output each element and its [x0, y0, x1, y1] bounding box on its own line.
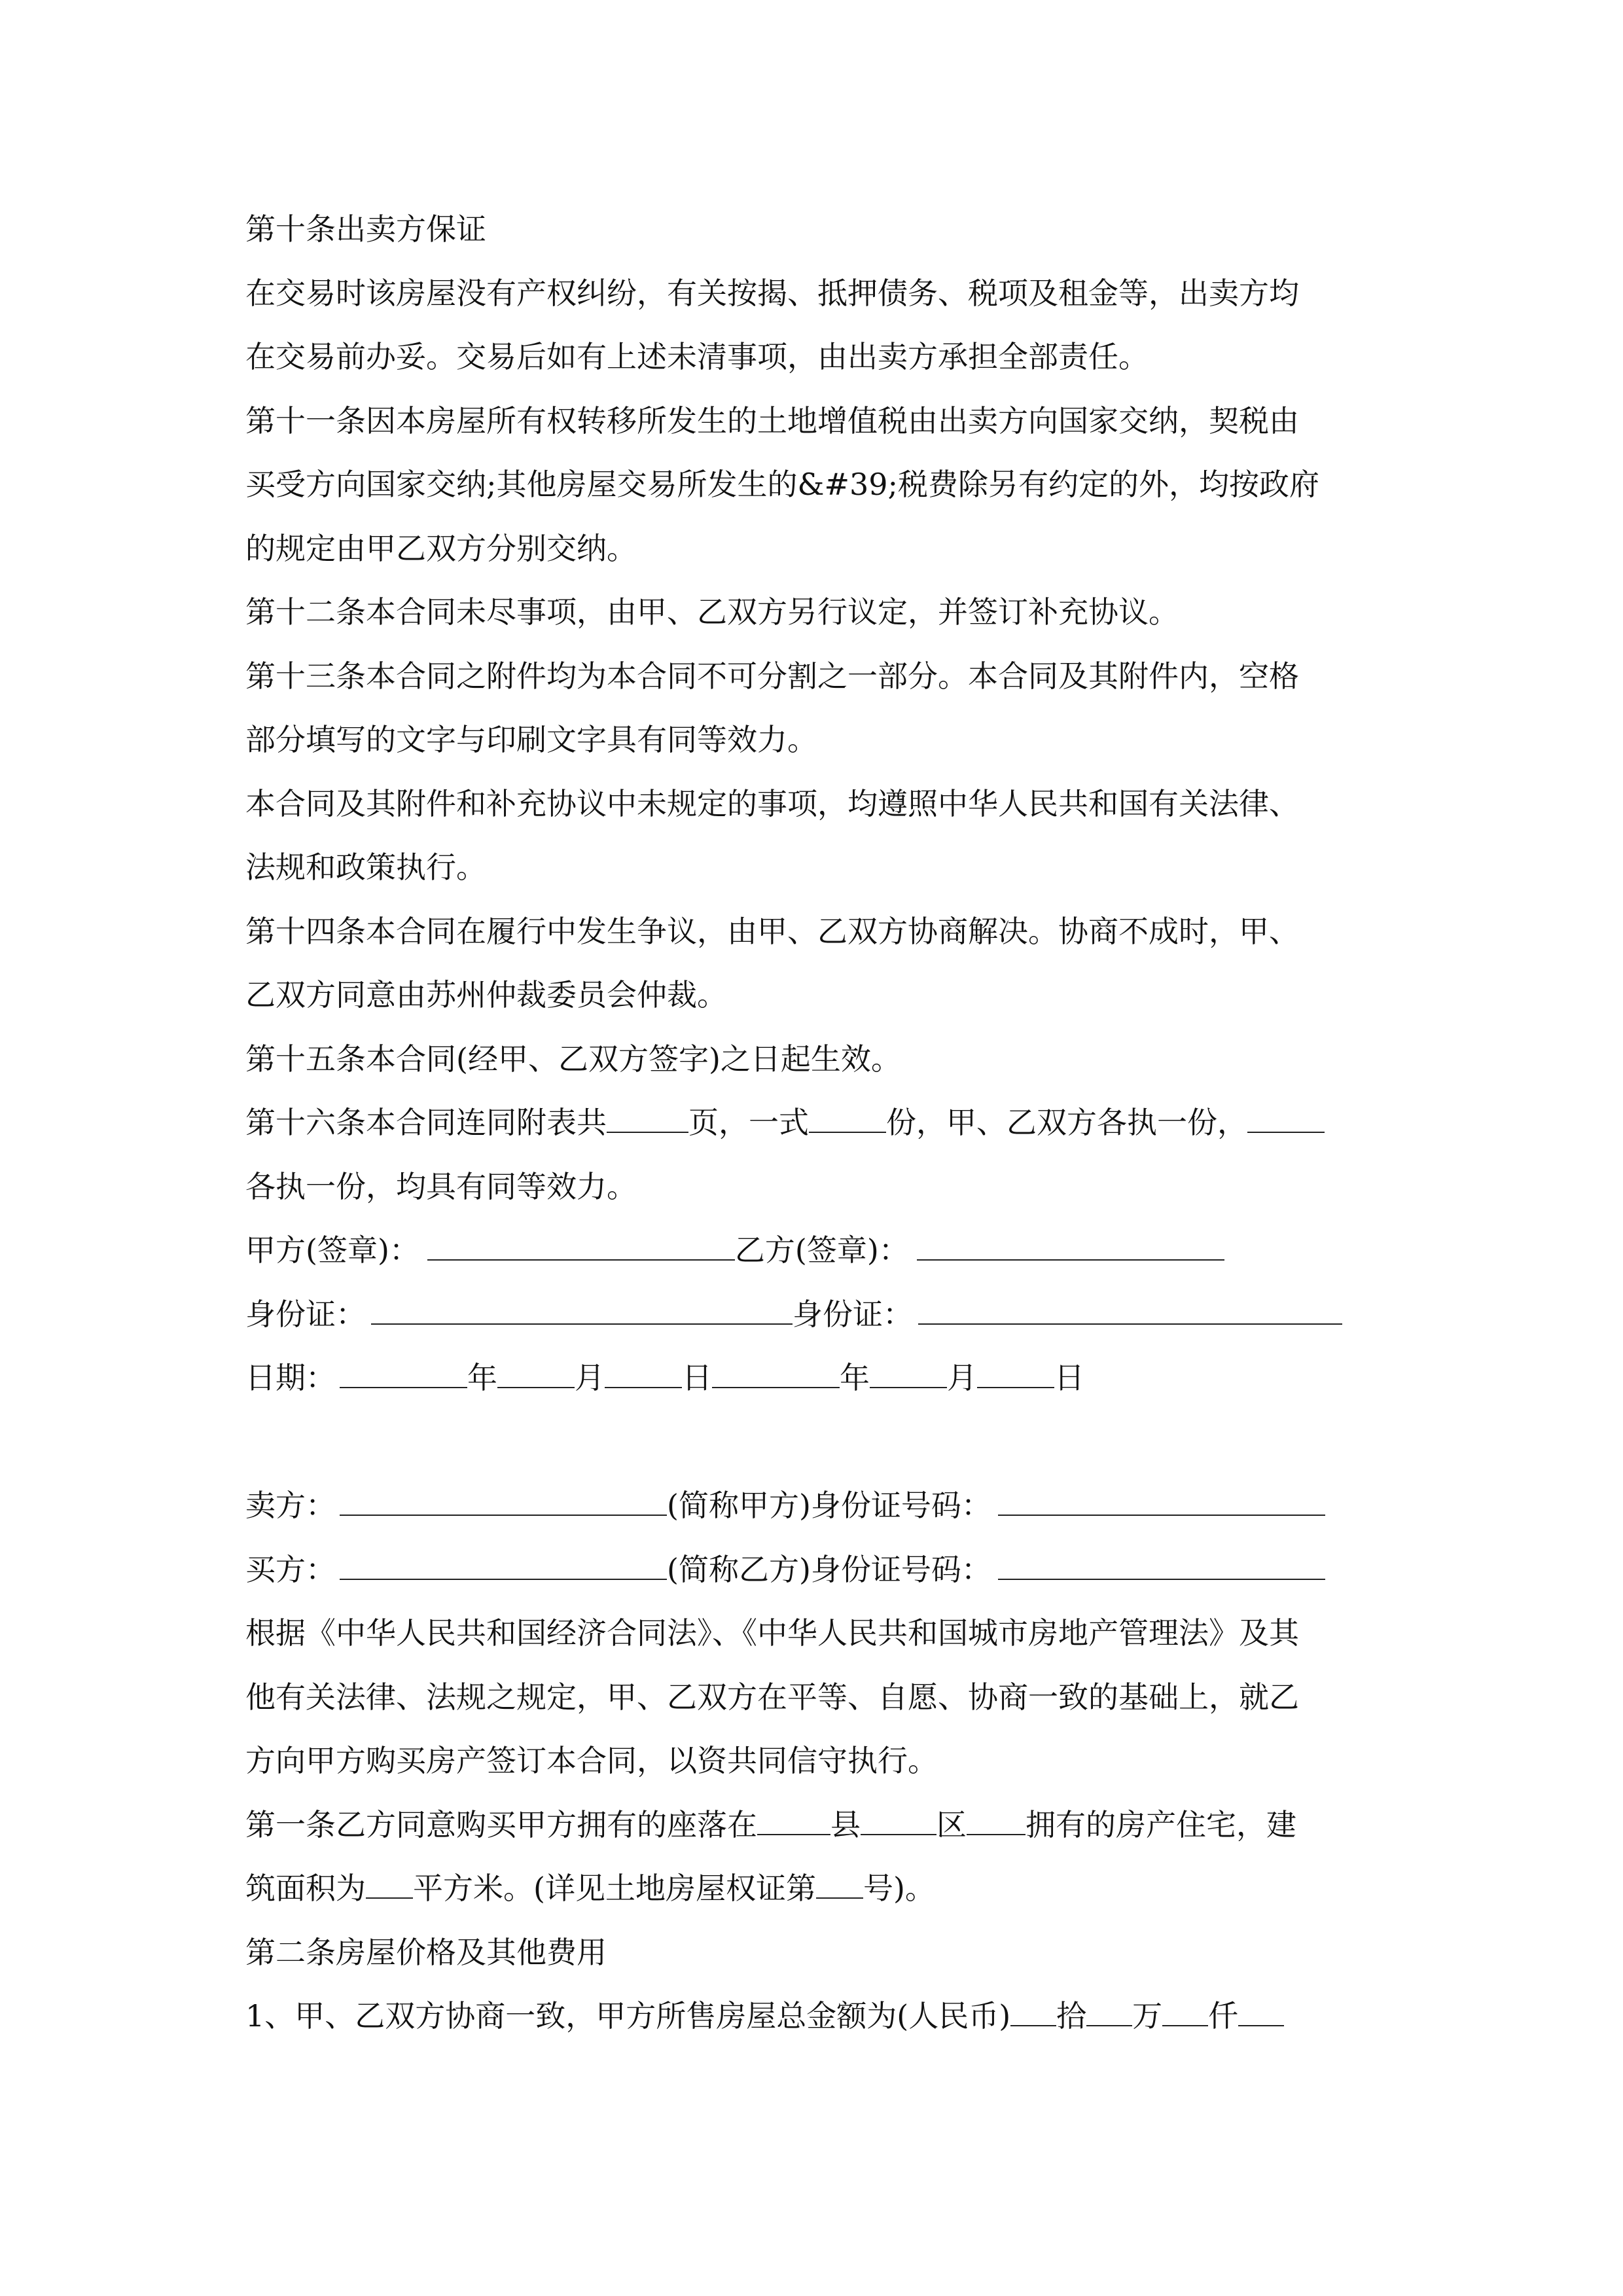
intro-text: 方向甲方购买房产签订本合同，以资共同信守执行。	[245, 1743, 938, 1778]
clause-11-text: 的规定由甲乙双方分别交纳。	[245, 530, 637, 566]
clause-14-text: 第十四条本合同在履行中发生争议，由甲、乙双方协商解决。协商不成时，甲、	[245, 913, 1299, 949]
article-2-part: 拾	[1056, 1998, 1087, 2034]
intro-text: 根据《中华人民共和国经济合同法》、《中华人民共和国城市房地产管理法》及其	[245, 1615, 1299, 1651]
article-1-part: 号)。	[863, 1871, 935, 1906]
seller-id-field[interactable]	[998, 1488, 1325, 1516]
article-1-part: 第一条乙方同意购买甲方拥有的座落在	[245, 1806, 757, 1842]
id-a-label: 身份证：	[245, 1296, 366, 1332]
article-1-part: 拥有的房产住宅，建	[1026, 1806, 1296, 1842]
month-label: 月	[947, 1360, 977, 1395]
clause-16-text: 各执一份，均具有同等效力。	[245, 1168, 637, 1204]
amount-field[interactable]	[1162, 1999, 1208, 2026]
party-b-signature-field[interactable]	[917, 1233, 1224, 1261]
area-field[interactable]	[366, 1871, 413, 1899]
seller-row	[245, 1474, 1397, 1538]
pages-blank[interactable]	[607, 1105, 688, 1133]
certificate-number-field[interactable]	[816, 1871, 863, 1899]
county-field[interactable]	[757, 1808, 830, 1835]
article-1-text	[245, 1857, 1397, 1921]
clause-10-text: 在交易时该房屋没有产权纠纷，有关按揭、抵押债务、税项及租金等，出卖方均	[245, 275, 1299, 311]
location-field[interactable]	[967, 1808, 1026, 1835]
clause-16-part: 页，一式	[688, 1105, 809, 1140]
party-b-label: 乙方(签章)：	[734, 1232, 909, 1268]
clause-16-part: 份，甲、乙双方各执一份，	[886, 1105, 1247, 1140]
day-b-field[interactable]	[977, 1361, 1054, 1388]
signature-row	[245, 1219, 1397, 1283]
article-2-part: 万	[1132, 1998, 1163, 2034]
contract-page	[245, 198, 1397, 2049]
party-a-signature-field[interactable]	[427, 1233, 735, 1261]
clause-10-text: 在交易前办妥。交易后如有上述未清事项，由出卖方承担全部责任。	[245, 339, 1149, 374]
clause-11-text: 买受方向国家交纳;其他房屋交易所发生的&#39;税费除另有约定的外，均按政府	[245, 467, 1320, 502]
clause-13-text: 第十三条本合同之附件均为本合同不可分割之一部分。本合同及其附件内，空格	[245, 658, 1299, 694]
id-a-field[interactable]	[371, 1297, 793, 1325]
date-row	[245, 1346, 1397, 1410]
buyer-id-label: (简称乙方)身份证号码：	[667, 1551, 991, 1587]
day-a-field[interactable]	[605, 1361, 682, 1388]
day-label: 日	[1054, 1360, 1084, 1395]
amount-field[interactable]	[1238, 1999, 1284, 2026]
id-b-field[interactable]	[918, 1297, 1342, 1325]
clause-14-text: 乙双方同意由苏州仲裁委员会仲裁。	[245, 977, 727, 1013]
article-2-title: 第二条房屋价格及其他费用	[245, 1934, 607, 1970]
buyer-label: 买方：	[245, 1551, 336, 1587]
clause-16-text	[245, 1091, 1397, 1155]
year-a-field[interactable]	[340, 1361, 467, 1388]
clause-13-text: 部分填写的文字与印刷文字具有同等效力。	[245, 722, 817, 757]
clause-16-part: 第十六条本合同连同附表共	[245, 1105, 607, 1140]
article-1-part: 筑面积为	[245, 1871, 366, 1906]
article-2-part: 1、甲、乙双方协商一致，甲方所售房屋总金额为(人民币)	[245, 1998, 1011, 2034]
article-2-text	[245, 1984, 1397, 2049]
article-1-part: 区	[936, 1806, 967, 1842]
year-b-field[interactable]	[712, 1361, 840, 1388]
party-a-label: 甲方(签章)：	[245, 1232, 419, 1268]
intro-text: 他有关法律、法规之规定，甲、乙双方在平等、自愿、协商一致的基础上，就乙	[245, 1679, 1299, 1715]
supplement-text: 法规和政策执行。	[245, 850, 486, 885]
id-row	[245, 1283, 1397, 1347]
month-b-field[interactable]	[870, 1361, 947, 1388]
seller-id-label: (简称甲方)身份证号码：	[667, 1488, 991, 1523]
supplement-text: 本合同及其附件和补充协议中未规定的事项，均遵照中华人民共和国有关法律、	[245, 785, 1299, 821]
article-2-part: 仟	[1208, 1998, 1239, 2034]
copies-blank[interactable]	[809, 1105, 886, 1133]
month-a-field[interactable]	[497, 1361, 575, 1388]
clause-10-title: 第十条出卖方保证	[245, 211, 486, 247]
day-label: 日	[682, 1360, 712, 1395]
id-b-label: 身份证：	[793, 1296, 913, 1332]
clause-12-text: 第十二条本合同未尽事项，由甲、乙双方另行议定，并签订补充协议。	[245, 594, 1179, 630]
clause-15-text: 第十五条本合同(经甲、乙双方签字)之日起生效。	[245, 1041, 901, 1077]
amount-field[interactable]	[1010, 1999, 1056, 2026]
article-1-part: 平方米。(详见土地房屋权证第	[413, 1871, 816, 1906]
clause-11-text: 第十一条因本房屋所有权转移所发生的土地增值税由出卖方向国家交纳，契税由	[245, 403, 1299, 439]
article-1-part: 县	[830, 1806, 861, 1842]
date-label: 日期：	[245, 1360, 336, 1395]
holder-blank[interactable]	[1247, 1105, 1325, 1133]
month-label: 月	[575, 1360, 605, 1395]
year-label: 年	[467, 1360, 497, 1395]
article-1-text	[245, 1793, 1397, 1857]
buyer-name-field[interactable]	[340, 1552, 667, 1580]
seller-name-field[interactable]	[340, 1488, 667, 1516]
seller-label: 卖方：	[245, 1488, 336, 1523]
buyer-id-field[interactable]	[998, 1552, 1325, 1580]
spacer	[245, 1410, 1397, 1475]
amount-field[interactable]	[1086, 1999, 1132, 2026]
year-label: 年	[840, 1360, 870, 1395]
buyer-row	[245, 1538, 1397, 1602]
district-field[interactable]	[861, 1808, 936, 1835]
